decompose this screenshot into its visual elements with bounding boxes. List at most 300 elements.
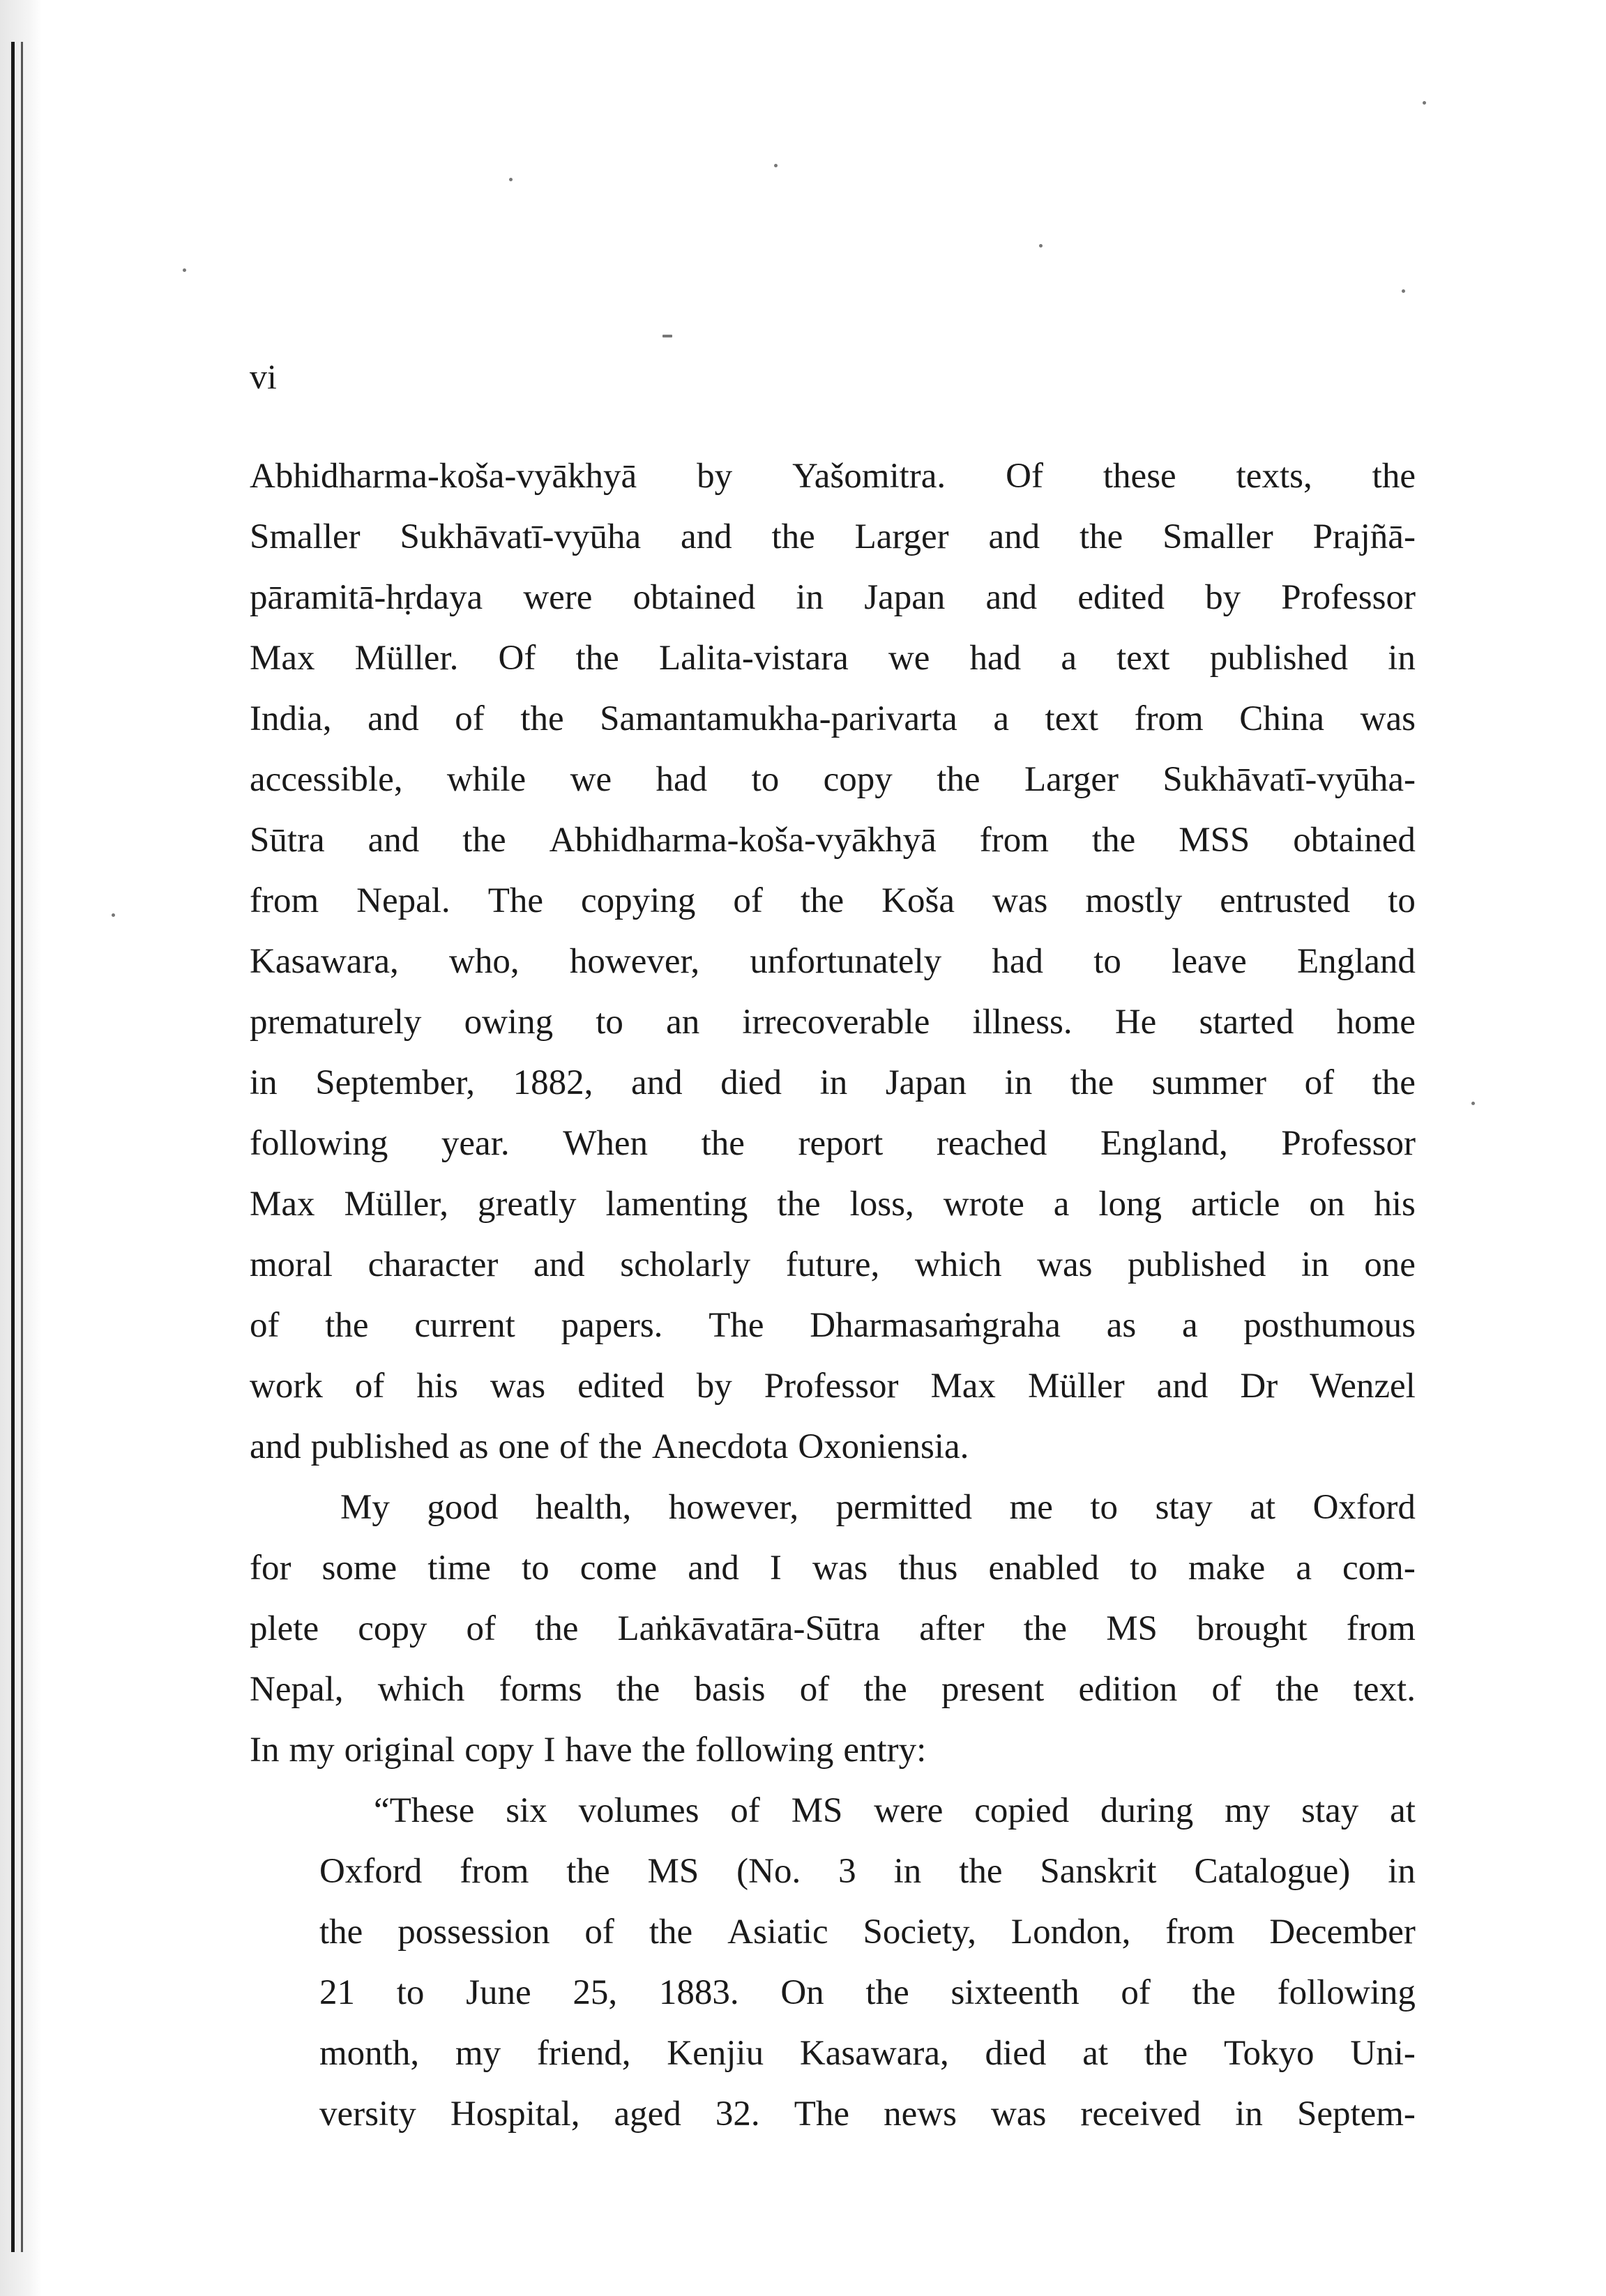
word: MS bbox=[647, 1852, 699, 1891]
scan-speck bbox=[183, 268, 186, 272]
word: published bbox=[310, 1427, 449, 1466]
word: copy bbox=[464, 1731, 534, 1770]
word: Sukhāvatī-vyūha- bbox=[1162, 760, 1416, 799]
text-line bbox=[250, 507, 1416, 568]
word: Abhidharma-koša-vyākhyā bbox=[250, 457, 637, 496]
word: which bbox=[914, 1245, 1002, 1284]
word: Max bbox=[930, 1367, 996, 1406]
text-line bbox=[250, 1659, 1416, 1720]
word: a bbox=[1053, 1185, 1070, 1224]
word: England, bbox=[1100, 1124, 1228, 1163]
word: to bbox=[1130, 1549, 1158, 1588]
word: brought bbox=[1197, 1609, 1308, 1648]
word: stay bbox=[1155, 1488, 1213, 1527]
word: month, bbox=[319, 2034, 420, 2073]
word: copying bbox=[581, 881, 696, 920]
text-line bbox=[250, 871, 1416, 932]
text-line bbox=[250, 446, 1416, 507]
word: Larger bbox=[1024, 760, 1119, 799]
word: the bbox=[1070, 1063, 1114, 1102]
word: friend, bbox=[536, 2034, 631, 2073]
word: to bbox=[1093, 942, 1121, 981]
word: Professor bbox=[1281, 1124, 1416, 1163]
word: plete bbox=[250, 1609, 319, 1648]
word: we bbox=[570, 760, 612, 799]
word: died bbox=[720, 1063, 782, 1102]
word: stay bbox=[1301, 1791, 1359, 1830]
word: and bbox=[688, 1549, 739, 1588]
word: one bbox=[498, 1427, 550, 1466]
page-number: vi bbox=[250, 357, 277, 396]
word: Yašomitra. bbox=[792, 457, 946, 496]
word: the bbox=[800, 881, 844, 920]
word: and bbox=[368, 699, 419, 738]
word: On bbox=[780, 1973, 824, 2012]
word: the bbox=[771, 517, 815, 556]
word: the bbox=[1079, 517, 1123, 556]
paragraph-2 bbox=[250, 1477, 1416, 1781]
scan-speck bbox=[662, 335, 672, 337]
word: good bbox=[427, 1488, 499, 1527]
word: Oxford bbox=[319, 1852, 423, 1891]
word: was bbox=[992, 881, 1048, 920]
word: Hospital, bbox=[450, 2094, 580, 2134]
word: six bbox=[506, 1791, 547, 1830]
word: one bbox=[1364, 1245, 1416, 1284]
word: texts, bbox=[1236, 457, 1312, 496]
word: at bbox=[1390, 1791, 1416, 1830]
word: Nepal, bbox=[250, 1670, 344, 1709]
word: future, bbox=[785, 1245, 880, 1284]
word: Prajñā- bbox=[1312, 517, 1416, 556]
quoted-entry bbox=[250, 1781, 1416, 2145]
word: were bbox=[523, 578, 593, 617]
word: He bbox=[1114, 1003, 1157, 1042]
word: however, bbox=[668, 1488, 799, 1527]
word: and bbox=[250, 1427, 301, 1466]
text-line bbox=[250, 810, 1416, 871]
text-line-last bbox=[250, 1720, 1416, 1781]
word: summer bbox=[1151, 1063, 1266, 1102]
word: mostly bbox=[1085, 881, 1183, 920]
word: Oxford bbox=[1312, 1488, 1416, 1527]
word: Asiatic bbox=[727, 1913, 828, 1952]
word: Uni- bbox=[1350, 2034, 1416, 2073]
word: of bbox=[354, 1367, 385, 1406]
word: the bbox=[1023, 1609, 1068, 1648]
word: Dr bbox=[1240, 1367, 1278, 1406]
word: of bbox=[455, 699, 485, 738]
text-line bbox=[250, 1538, 1416, 1599]
word: irrecoverable bbox=[742, 1003, 930, 1042]
word: obtained bbox=[632, 578, 756, 617]
word: In bbox=[250, 1731, 280, 1770]
word: following bbox=[695, 1731, 834, 1770]
word: at bbox=[1082, 2034, 1108, 2073]
word: come bbox=[579, 1549, 658, 1588]
word: me bbox=[1009, 1488, 1053, 1527]
word: to bbox=[521, 1549, 550, 1588]
word: Tokyo bbox=[1223, 2034, 1315, 2073]
word: at bbox=[1250, 1488, 1276, 1527]
word: Catalogue) bbox=[1194, 1852, 1351, 1891]
word: present bbox=[941, 1670, 1045, 1709]
word: reached bbox=[936, 1124, 1047, 1163]
word: in bbox=[1388, 639, 1416, 678]
word: posthumous bbox=[1243, 1306, 1416, 1345]
word: Larger bbox=[854, 517, 949, 556]
word: 25, bbox=[573, 1973, 618, 2012]
word: MSS bbox=[1179, 821, 1250, 860]
word: Lalita-vistara bbox=[658, 639, 849, 678]
word: moral bbox=[250, 1245, 333, 1284]
quote-line bbox=[250, 1781, 1416, 1841]
word: a bbox=[1182, 1306, 1198, 1345]
scan-speck bbox=[509, 178, 513, 181]
word: of bbox=[730, 1791, 760, 1830]
word: pāramitā-hṛdaya bbox=[250, 578, 483, 617]
word: Smaller bbox=[1162, 517, 1273, 556]
paragraph-1 bbox=[250, 446, 1416, 1477]
word: to bbox=[396, 1973, 425, 2012]
word: work bbox=[250, 1367, 323, 1406]
scan-speck bbox=[112, 913, 115, 917]
word: in bbox=[796, 578, 824, 617]
word: the bbox=[865, 1973, 909, 2012]
word: for bbox=[250, 1549, 291, 1588]
word: permitted bbox=[835, 1488, 973, 1527]
word: Müller. bbox=[354, 639, 459, 678]
word: lamenting bbox=[605, 1185, 748, 1224]
word: Oxoniensia. bbox=[798, 1427, 969, 1466]
word: in bbox=[893, 1852, 922, 1891]
body-text bbox=[250, 446, 1416, 2145]
quote-line bbox=[250, 2084, 1416, 2145]
word: Müller, bbox=[344, 1185, 448, 1224]
word: leave bbox=[1172, 942, 1247, 981]
word: papers. bbox=[561, 1306, 663, 1345]
text-line bbox=[250, 689, 1416, 750]
word: December bbox=[1269, 1913, 1416, 1952]
word: long bbox=[1098, 1185, 1162, 1224]
word: character bbox=[368, 1245, 499, 1284]
word: Smaller bbox=[250, 517, 361, 556]
text-line bbox=[250, 628, 1416, 689]
word: MS bbox=[791, 1791, 843, 1830]
word: and bbox=[985, 578, 1038, 617]
binding-line bbox=[21, 42, 23, 2252]
word: Max bbox=[250, 1185, 315, 1224]
word: was bbox=[490, 1367, 546, 1406]
word: and bbox=[630, 1063, 683, 1102]
word: from bbox=[1346, 1609, 1416, 1648]
word: and bbox=[680, 517, 732, 556]
word: India, bbox=[250, 699, 332, 738]
word: in bbox=[1235, 2094, 1263, 2134]
word: Müller bbox=[1027, 1367, 1125, 1406]
word: following bbox=[250, 1124, 388, 1163]
word: report bbox=[798, 1124, 884, 1163]
word: had bbox=[969, 639, 1022, 678]
word: by bbox=[697, 457, 733, 496]
text-line bbox=[250, 568, 1416, 628]
quote-line bbox=[250, 1902, 1416, 1963]
word: copied bbox=[974, 1791, 1070, 1830]
word: started bbox=[1199, 1003, 1294, 1042]
word: had bbox=[656, 760, 708, 799]
word: of bbox=[559, 1427, 589, 1466]
word: of bbox=[733, 881, 763, 920]
word: were bbox=[874, 1791, 944, 1830]
word: from bbox=[1165, 1913, 1235, 1952]
word: England bbox=[1296, 942, 1416, 981]
word: the bbox=[777, 1185, 821, 1224]
word: basis bbox=[694, 1670, 766, 1709]
word: versity bbox=[319, 2094, 416, 2134]
word: The bbox=[794, 2094, 850, 2134]
word: forms bbox=[499, 1670, 582, 1709]
text-line bbox=[250, 992, 1416, 1053]
word: the bbox=[1192, 1973, 1236, 2012]
word: Sukhāvatī-vyūha bbox=[400, 517, 642, 556]
word: of bbox=[466, 1609, 496, 1648]
word: a bbox=[1296, 1549, 1312, 1588]
text-line bbox=[250, 750, 1416, 810]
text-line-indented bbox=[250, 1477, 1416, 1538]
word: the bbox=[1372, 457, 1416, 496]
word: com- bbox=[1342, 1549, 1416, 1588]
word: year. bbox=[441, 1124, 510, 1163]
word: the bbox=[1091, 821, 1136, 860]
word: Kenjiu bbox=[667, 2034, 764, 2073]
word: to bbox=[1388, 881, 1416, 920]
word: entry: bbox=[843, 1731, 927, 1770]
word: wrote bbox=[943, 1185, 1024, 1224]
scan-speck bbox=[1039, 244, 1043, 248]
word: China bbox=[1239, 699, 1325, 738]
word: in bbox=[1388, 1852, 1416, 1891]
word: in bbox=[1301, 1245, 1329, 1284]
word: have bbox=[565, 1731, 632, 1770]
word: from bbox=[250, 881, 319, 920]
quote-line bbox=[250, 1841, 1416, 1902]
word: text bbox=[1045, 699, 1099, 738]
word: Max bbox=[250, 639, 315, 678]
word: the bbox=[325, 1306, 369, 1345]
word: make bbox=[1188, 1549, 1266, 1588]
word: by bbox=[696, 1367, 732, 1406]
word: (No. bbox=[736, 1852, 801, 1891]
word: the bbox=[1144, 2034, 1188, 2073]
word: an bbox=[666, 1003, 700, 1042]
word: was bbox=[1037, 1245, 1093, 1284]
text-line bbox=[250, 1599, 1416, 1659]
word: current bbox=[414, 1306, 515, 1345]
word: My bbox=[340, 1488, 390, 1527]
word: in bbox=[1004, 1063, 1033, 1102]
word: unfortunately bbox=[750, 942, 942, 981]
word: edited bbox=[1077, 578, 1165, 617]
word: Samantamukha-parivarta bbox=[600, 699, 957, 738]
scan-speck bbox=[774, 164, 778, 167]
word: following bbox=[1277, 1973, 1416, 2012]
binding-line bbox=[11, 42, 15, 2252]
word: was bbox=[812, 1549, 868, 1588]
word: accessible, bbox=[250, 760, 403, 799]
word: Sanskrit bbox=[1040, 1852, 1157, 1891]
word: September, bbox=[315, 1063, 476, 1102]
text-line bbox=[250, 1053, 1416, 1113]
word: the bbox=[535, 1609, 579, 1648]
word: received bbox=[1080, 2094, 1202, 2134]
word: we bbox=[888, 639, 930, 678]
word: had bbox=[992, 942, 1044, 981]
word: the bbox=[566, 1852, 610, 1891]
word: I bbox=[543, 1731, 556, 1770]
word: The bbox=[487, 881, 543, 920]
word: sixteenth bbox=[950, 1973, 1079, 2012]
word: to bbox=[1090, 1488, 1119, 1527]
word: Japan bbox=[864, 578, 946, 617]
word: some bbox=[321, 1549, 397, 1588]
word: in bbox=[819, 1063, 848, 1102]
word: by bbox=[1205, 578, 1241, 617]
word: original bbox=[344, 1731, 455, 1770]
word: of bbox=[799, 1670, 830, 1709]
word: copy bbox=[358, 1609, 427, 1648]
word: Society, bbox=[863, 1913, 976, 1952]
word: of bbox=[1304, 1063, 1335, 1102]
word: the bbox=[319, 1913, 363, 1952]
word: article bbox=[1191, 1185, 1280, 1224]
word: the bbox=[863, 1670, 907, 1709]
word: during bbox=[1100, 1791, 1194, 1830]
word: published bbox=[1209, 639, 1349, 678]
text-line-last bbox=[250, 1417, 1416, 1477]
word: 1883. bbox=[658, 1973, 739, 2012]
word: 32. bbox=[715, 2094, 760, 2134]
word: from bbox=[979, 821, 1049, 860]
word: the bbox=[616, 1670, 660, 1709]
word: health, bbox=[535, 1488, 632, 1527]
word: the bbox=[1372, 1063, 1416, 1102]
word: MS bbox=[1106, 1609, 1158, 1648]
word: home bbox=[1336, 1003, 1416, 1042]
word: as bbox=[1106, 1306, 1137, 1345]
word: the bbox=[598, 1427, 642, 1466]
word: from bbox=[1134, 699, 1204, 738]
word: June bbox=[466, 1973, 531, 2012]
word: my bbox=[455, 2034, 501, 2073]
word: edition bbox=[1078, 1670, 1178, 1709]
word: the bbox=[462, 821, 506, 860]
word: Professor bbox=[764, 1367, 899, 1406]
word: who, bbox=[449, 942, 520, 981]
word: the bbox=[575, 639, 619, 678]
word: I bbox=[769, 1549, 782, 1588]
word: of bbox=[1211, 1670, 1241, 1709]
word: time bbox=[427, 1549, 491, 1588]
word: as bbox=[458, 1427, 489, 1466]
word: Kasawara, bbox=[799, 2034, 949, 2073]
word: copy bbox=[823, 760, 893, 799]
word: Of bbox=[498, 639, 536, 678]
word: the bbox=[701, 1124, 745, 1163]
word: illness. bbox=[972, 1003, 1073, 1042]
word: obtained bbox=[1293, 821, 1416, 860]
word: Professor bbox=[1281, 578, 1416, 617]
word: Kasawara, bbox=[250, 942, 399, 981]
word: and bbox=[1156, 1367, 1209, 1406]
word: was bbox=[991, 2094, 1047, 2134]
page-binding-edge bbox=[0, 0, 42, 2296]
word: When bbox=[563, 1124, 648, 1163]
quote-line bbox=[250, 2023, 1416, 2084]
text-line bbox=[250, 1235, 1416, 1295]
word: scholarly bbox=[620, 1245, 751, 1284]
word: which bbox=[377, 1670, 465, 1709]
word: Anecdota bbox=[651, 1427, 789, 1466]
word: his bbox=[416, 1367, 458, 1406]
word: to bbox=[751, 760, 780, 799]
word: my bbox=[289, 1731, 335, 1770]
word: of bbox=[250, 1306, 280, 1345]
word: the bbox=[937, 760, 980, 799]
word: to bbox=[596, 1003, 623, 1042]
word: Of bbox=[1006, 457, 1043, 496]
word: the bbox=[1275, 1670, 1319, 1709]
word: 3 bbox=[838, 1852, 856, 1891]
word: Sūtra bbox=[250, 821, 325, 860]
word: the bbox=[520, 699, 564, 738]
word: text. bbox=[1353, 1670, 1416, 1709]
word: Septem- bbox=[1296, 2094, 1416, 2134]
word: of bbox=[584, 1913, 614, 1952]
word: London, bbox=[1010, 1913, 1131, 1952]
word: after bbox=[919, 1609, 985, 1648]
scan-speck bbox=[1471, 1102, 1475, 1105]
word: Laṅkāvatāra-Sūtra bbox=[617, 1609, 881, 1648]
word: the bbox=[649, 1913, 693, 1952]
word: and bbox=[533, 1245, 585, 1284]
text-line bbox=[250, 1113, 1416, 1174]
word: was bbox=[1360, 699, 1416, 738]
word: Dharmasaṁgraha bbox=[810, 1306, 1061, 1345]
word: a bbox=[993, 699, 1009, 738]
word: died bbox=[985, 2034, 1047, 2073]
word: volumes bbox=[578, 1791, 699, 1830]
word: “These bbox=[374, 1791, 475, 1830]
word: text bbox=[1116, 639, 1170, 678]
word: while bbox=[446, 760, 527, 799]
text-line bbox=[250, 1356, 1416, 1417]
word: possession bbox=[397, 1913, 550, 1952]
word: on bbox=[1309, 1185, 1345, 1224]
word: aged bbox=[614, 2094, 681, 2134]
word: a bbox=[1061, 639, 1077, 678]
word: Wenzel bbox=[1310, 1367, 1416, 1406]
word: entrusted bbox=[1220, 881, 1351, 920]
word: The bbox=[709, 1306, 764, 1345]
word: 1882, bbox=[513, 1063, 593, 1102]
word: however, bbox=[569, 942, 700, 981]
scan-speck bbox=[1423, 101, 1426, 105]
word: in bbox=[250, 1063, 278, 1102]
word: 21 bbox=[319, 1973, 355, 2012]
word: prematurely bbox=[250, 1003, 422, 1042]
word: loss, bbox=[849, 1185, 914, 1224]
word: news bbox=[884, 2094, 957, 2134]
